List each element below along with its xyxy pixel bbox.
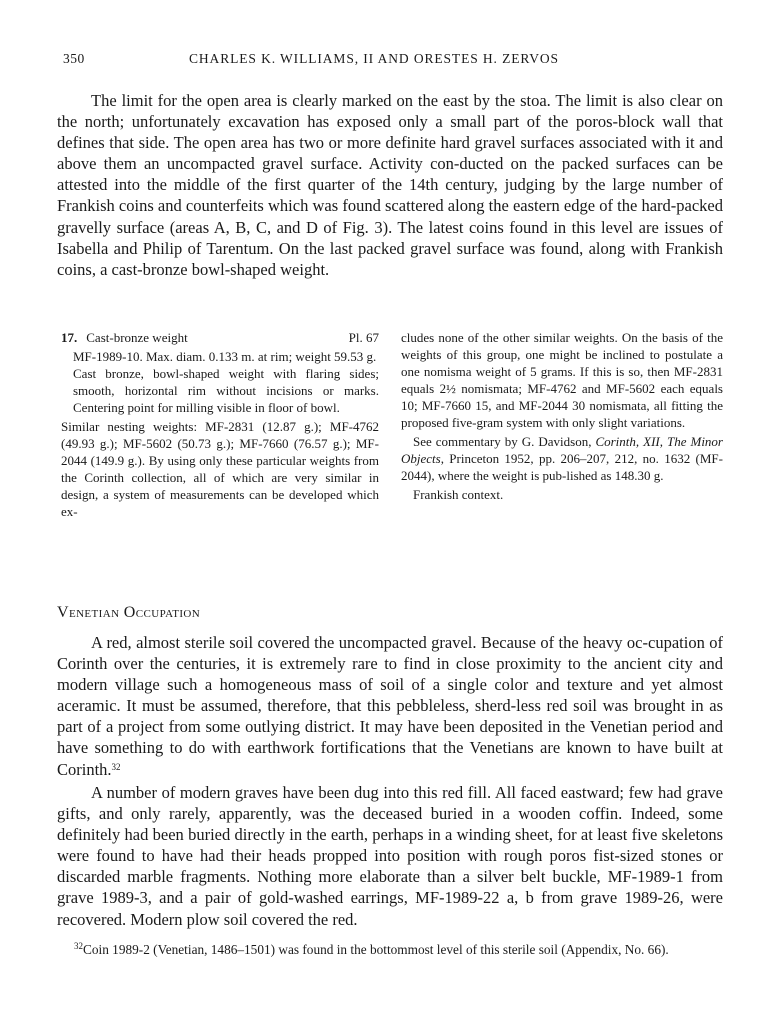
catalog-title: Cast-bronze weight [86,330,188,345]
commentary-title: Corinth, XII, The Minor Objects [401,434,723,466]
footnote-text: Coin 1989-2 (Venetian, 1486–1501) was found in the bottommost level of this sterile soil (Appendix, No. 66). [83,942,669,957]
page-header [63,51,725,71]
footnote [60,941,723,958]
commentary-text: See commentary by G. Davidson, [413,434,596,449]
catalog-left-column [61,329,379,520]
page-number: 350 [63,51,85,66]
footnote-reference[interactable]: 32 [111,761,121,772]
catalog-context: Frankish context. [413,487,504,502]
venetian-paragraph-2: A number of modern graves have been dug into this red fill. All faced eastward; few had grave gifts, and only rarely, apparently, was the deceased buried in a wooden coffin. Indeed, some definitely had been buried directly in the earth, perhaps in a winding sheet, for at least five skeletons were found to have had their heads propped into position with rough poros fist-sized stones or discarded marble fragments. Nothing more elaborate than a silver belt buckle, MF-1989-1 from grave 1989-3, and a pair of gold-washed earrings, MF-1989-22 a, b from grave 1989-26, were recovered. Modern plow soil covered the red. [57,783,723,929]
catalog-commentary [401,433,723,484]
venetian-paragraph-1 [57,632,723,780]
catalog-plate: Pl. 67 [348,330,379,345]
catalog-number: 17. [61,330,78,345]
commentary-details: , Princeton 1952, pp. 206–207, 212, no. 1632 (MF-2044), where the weight is pub-lished as 148.30 g. [401,451,723,483]
catalog-right-column [401,329,723,503]
catalog-description: Cast bronze, bowl-shaped weight with flaring sides; smooth, horizontal rim without incisions or marks. Centering point for milling visible in floor of bowl. [73,366,379,415]
catalog-continued: cludes none of the other similar weights. On the basis of the weights of this group, one might be inclined to postulate a one nomisma weight of 5 grams. If this is so, then MF-2831 equals 2½ nomismata; MF-4762 and MF-5602 each equals 10; MF-7660 15, and MF-2044 30 nomismata, all fitting the proposed five-gram system with only slight variations. [401,330,723,430]
venetian-paragraph-1-text: A red, almost sterile soil covered the uncompacted gravel. Because of the heavy oc-cupation of Corinth over the centuries, it is extremely rare to find in close proximity to the ancient city and modern village such a homogeneous mass of soil of a single color and texture and yet almost aceramic. It must be assumed, therefore, that this pebbleless, sherd-less red soil was brought in as part of a project from some outlying district. It may have been deposited in the Venetian period and have something to do with earthwork fortifications that the Venetians are known to have built at Corinth. [57,633,723,779]
catalog-heading [61,329,379,346]
catalog-inventory: MF-1989-10. Max. diam. 0.133 m. at rim; weight 59.53 g. [73,349,377,364]
catalog-similar-weights: Similar nesting weights: MF-2831 (12.87 g.); MF-4762 (49.93 g.); MF-5602 (50.73 g.); MF-7660 (76.57 g.); MF-2044 (149.9 g.). By using only these particular weights from the Corinth collection, all of which are very similar in design, a system of measurements can be developed which ex- [61,419,379,519]
section-heading: Venetian Occupation [57,604,201,621]
running-head: CHARLES K. WILLIAMS, II AND ORESTES H. ZERVOS [189,51,559,66]
footnote-number: 32 [74,941,83,951]
intro-paragraph: The limit for the open area is clearly marked on the east by the stoa. The limit is also clear on the north; unfortunately excavation has exposed only a small part of the poros-block wall that defines that side. The open area has two or more definite hard gravel surfaces associated with it and above them an uncompacted gravel surface. Activity con-ducted on the packed surfaces can be attested into the middle of the first quarter of the 14th century, judging by the large number of Frankish coins and counterfeits which was found scattered along the eastern edge of the hard-packed gravelly surface (areas A, B, C, and D of Fig. 3). The latest coins found in this level are issues of Isabella and Philip of Tarentum. On the last packed gravel surface was found, along with Frankish coins, a cast-bronze bowl-shaped weight. [57,91,723,279]
